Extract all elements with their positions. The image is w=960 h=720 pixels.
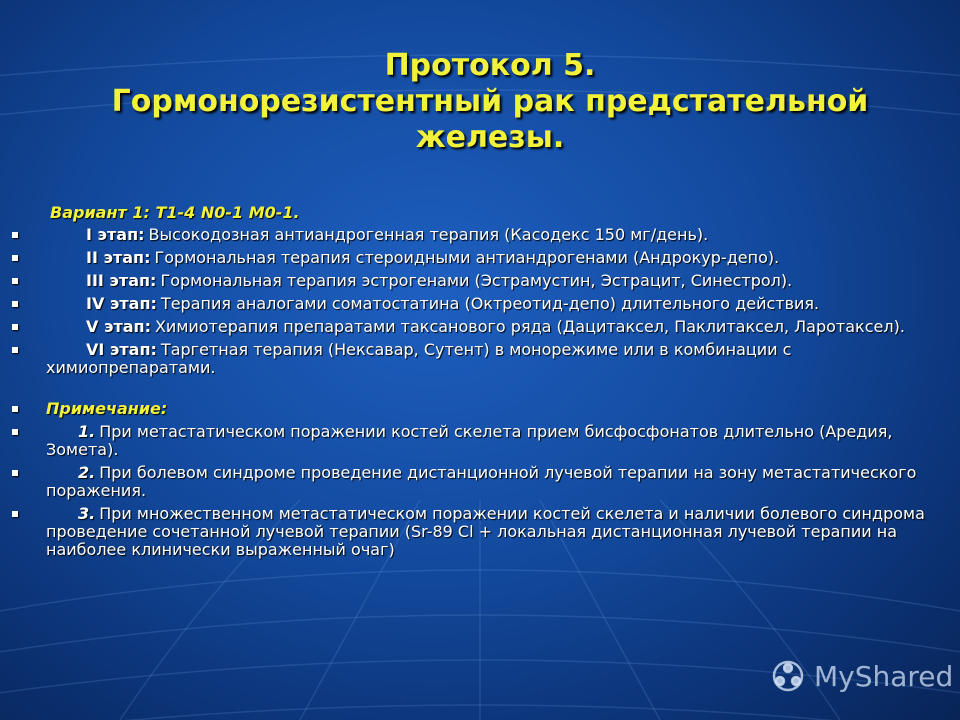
note-label: Примечание: — [46, 399, 168, 418]
stage-item — [12, 226, 942, 244]
note-item — [12, 505, 942, 559]
watermark — [768, 656, 953, 696]
bullet-icon — [12, 324, 18, 330]
stage-label: IV этап: — [86, 294, 157, 313]
stage-text: Таргетная терапия (Нексавар, Сутент) в монорежиме или в комбинации с химиопрепаратами. — [46, 340, 792, 377]
bullet-icon — [12, 429, 18, 435]
note-item — [12, 464, 942, 500]
bullet-icon — [12, 470, 18, 476]
note-item — [12, 423, 942, 459]
stage-text: Гормональная терапия эстрогенами (Эстрамустин, Эстрацит, Синестрол). — [160, 271, 793, 290]
note-number: 3. — [78, 504, 96, 523]
bullet-icon — [12, 301, 18, 307]
stage-text: Химиотерапия препаратами таксанового ряда (Дацитаксел, Паклитаксел, Ларотаксел). — [154, 317, 905, 336]
title-line-2: Гормонорезистентный рак предстательной — [111, 84, 869, 119]
bullet-icon — [12, 347, 18, 353]
stage-label: II этап: — [86, 248, 151, 267]
title-line-1: Протокол 5. — [384, 48, 596, 83]
note-text: При метастатическом поражении костей скелета прием бисфосфонатов длительно (Аредия, Зомета). — [46, 422, 893, 459]
myshared-logo-icon — [768, 656, 808, 696]
watermark-text: MyShared — [814, 659, 954, 693]
title-line-3: железы. — [415, 120, 565, 155]
bullet-icon — [12, 511, 18, 517]
stage-text: Высокодозная антиандрогенная терапия (Касодекс 150 мг/день). — [148, 225, 709, 244]
note-heading-item — [12, 400, 942, 418]
slide-title — [80, 48, 900, 156]
stage-label: VI этап: — [86, 340, 157, 359]
note-number: 2. — [78, 463, 96, 482]
stage-item — [12, 249, 942, 267]
bullet-icon — [12, 406, 18, 412]
stage-text: Гормональная терапия стероидными антиандрогенами (Андрокур-депо). — [154, 248, 780, 267]
bullet-icon — [12, 255, 18, 261]
stage-label: I этап: — [86, 225, 145, 244]
stage-label: III этап: — [86, 271, 157, 290]
variant-heading: Вариант 1: Т1-4 N0-1 М0-1. — [50, 203, 300, 222]
note-text: При болевом синдроме проведение дистанционной лучевой терапии на зону метастатического поражения. — [46, 463, 917, 500]
note-number: 1. — [78, 422, 96, 441]
stage-text: Терапия аналогами соматостатина (Октреотид-депо) длительного действия. — [160, 294, 820, 313]
stage-item — [12, 341, 942, 377]
stage-label: V этап: — [86, 317, 151, 336]
stage-item — [12, 295, 942, 313]
stage-item — [12, 272, 942, 290]
slide-content — [12, 204, 942, 564]
bullet-icon — [12, 232, 18, 238]
bullet-icon — [12, 278, 18, 284]
note-text: При множественном метастатическом поражении костей скелета и наличии болевого синдрома проведение сочетанной лучевой терапии (Sr-89 Cl + локальная дистанционная лучевой терапии на наиболее клинически выраженный очаг) — [46, 504, 925, 559]
stage-item — [12, 318, 942, 336]
